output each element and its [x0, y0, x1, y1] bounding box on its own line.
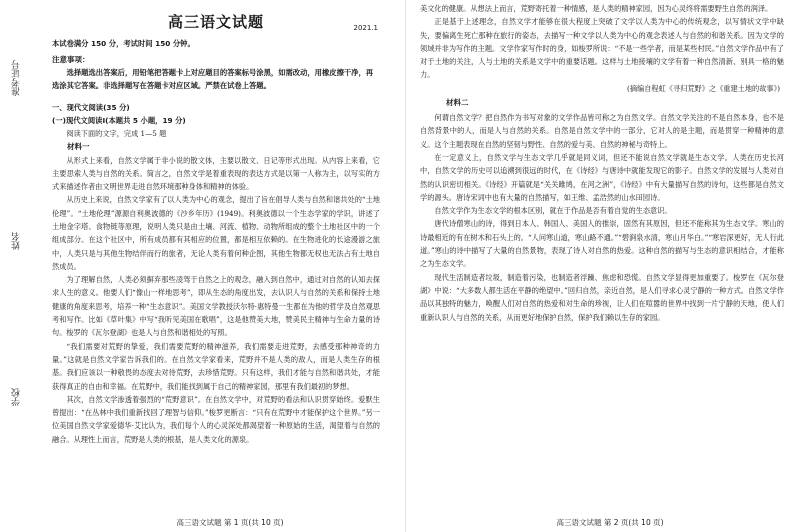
notice-heading: 注意事项：: [52, 54, 90, 64]
material-two-heading: 材料二: [446, 98, 469, 108]
material-one-heading: 材料一: [67, 141, 90, 151]
score-line: 本试卷满分 150 分，考试时间 150 分钟。: [52, 39, 195, 48]
page-1-footer: 高三语文试题 第 1 页(共 10 页): [176, 518, 284, 527]
page-2-footer: 高三语文试题 第 2 页(共 10 页): [556, 518, 664, 527]
subsection-heading: (一)现代文阅读Ⅰ(本题共 5 小题，19 分): [52, 115, 186, 125]
school-label: 学校: [12, 388, 22, 406]
page-1: [52, 0, 380, 532]
paragraph: 现代生活制造者垃圾，制造着污染，也制造者浮躁、焦虑和恐慌。自然文学显得更加重要了。梭罗在《瓦尔登湖》中说：“大多数人都生活在平静的绝望中。”回归自然，亲近自然，是人们寻求心灵宁静的一种方式。自然文学作品以其独特的魅力，唤醒人们对自然的热爱和对生命的珍视，让人们在喧嚣的世界中找到一片宁静的天地，使人们重新认识人与自然的关系，从而更好地保护自然，保护我们赖以生存的家园。: [420, 272, 784, 322]
paragraph: 自然文学作为生态文学的根本区别，就在于作品是否有着自觉的生态意识。: [434, 206, 672, 216]
paragraph: 在一定意义上，自然文学与生态文学几乎就是同义词，但还不能说自然文学就是生态文学。人类在历史长河中，自然文学的历史可以追溯到很远的时代，在《诗经》与唐诗中就能发现它的影子。自然文学的发展与人类对自然的认识密切相关。《诗经》开篇就是“关关雎鸠，在河之洲”，《诗经》中有大量描写自然的诗句，这些都是自然文学的源头。唐诗宋词中也有大量的自然描写，如王维、孟浩然的山水田园诗。: [420, 152, 784, 202]
paragraph: 正是基于上述理念，自然文学才能够在很大程度上突破了文学以人类为中心的传统观念，以写情状文学中缺失，要偏离生死亡那种在旅行的姿态，去描写一种文学以人类为中心的观念表述人与自然的和谐关系。因为文学的领域并非为写作的主题。文学作家写作时的身，如梭罗所说：“不是一些学者，而是某些村民。”自然文学作品中有了对于土地的关注，人与土地的关系是文学中的重要话题。这样与土地接壤的文学有着一种自然清新、别具一格的魅力。: [420, 17, 784, 80]
paragraph: 从历史上来说，自然文学家有了以人类为中心的观念，提出了旨在倡导人类与自然和谐共处的“土地伦理”。“土地伦理”源源自利奥波德的《沙乡年历》(1949)。利奥波德以一个生态学家的学识，讲述了土地金字塔、食物链等原理，说明人类只是由土壤、河流、植物、动物所组成的整个土地社区中的一个组成部分。在这个社区中，所有成员都有其相应的位置，都是相互依赖的。在生物进化的长途漫游之旅中，人类只是与其他生物结伴而行的旅者，无论人类有着何种企图，其他生物都无权也无法占有土地自然成员。: [52, 195, 380, 271]
page-2: [420, 0, 784, 532]
page-title: 高三语文试题: [167, 13, 264, 31]
paragraph: 其次，自然文学渗透着强烈的“荒野意识”。在自然文学中，对荒野的看法和认识贯穿始终。爱默生曾提出：“在丛林中我们重新找回了理智与信仰。”梭罗更断言：“只有在荒野中才能保护这个世界。”另一位美国自然文学家爱德华·艾比认为，我们每个人的心灵深处都渴望着一种原始的生活，渴望着与自然的融合。从理性上而言，荒野是人类的根基，是人类文化的源泉。: [52, 394, 380, 444]
paragraph: 何谓自然文学？把自然作为书写对象的文学作品皆可称之为自然文学。自然文学关注的不是自然本身，也不是自然背景中的人，而是人与自然的关系。自然是自然文学中的一部分，它对人的是主题，而是贯穿一种精神的意义。这个主题表现在自然的坚韧与野性、自然的爱与美、自然的神秘与奇特上。: [420, 113, 784, 149]
paragraph: “我们需要对荒野的挚爱，我们需要荒野的精神滋养，我们需要走进荒野，去感受那种神奇的力量。”这就是自然文学家告诉我们的。在自然文学家看来，荒野并不是人类的敌人，而是人类生存的根基。我们应该以一种敬畏的态度去对待荒野，去珍惜荒野。只有这样，我们才能与自然和谐共处，才能获得真正的自由和幸福。在荒野中，我们能找到属于自己的精神家园，那里有我们最初的梦想。: [52, 341, 380, 391]
paragraph: 从形式上来看，自然文学属于非小说的散文体，主要以散文、日记等形式出现。从内容上来看，它主要思索人类与自然的关系。简言之，自然文学是着重表现的表达方式是以第一人称为主，以写实的方式来描述作者由文明世界走进自然环境那种身体和精神的体验。: [52, 155, 380, 192]
instruction-text: 阅读下面的文字，完成 1—5 题: [66, 128, 167, 138]
section-heading: 一、现代文阅读(35 分): [52, 102, 130, 112]
exam-number-label: 准考证号: [12, 60, 22, 96]
page-divider: [405, 0, 406, 532]
exam-date: 2021.1: [353, 24, 378, 32]
name-label: 姓名: [12, 232, 22, 250]
paragraph: 美文化的健康。从想法上而言，荒野寄托着一种情感，是人类的精神家园，因为心灵终将需要野生自然的润泽。: [420, 4, 773, 13]
paragraph: 为了理解自然，人类必须摒弃那些凌驾于自然之上的观念，融入到自然中，通过对自然的认知去探求人生的意义。他要人们“像山一样地思考”，即从生态的角度出发，去认识人与自然的关系和保持土地健康的角度来思考，培养一种“生态意识”。美国文学教授沃尔特·惠特曼一生都在为他的哲学及自然观思考和写作。比如《草叶集》中写“我听见美国在歌唱”，这是他赞美大地，赞美民主精神与生命力量的诗句。梭罗的《瓦尔登湖》也是人与自然和谐相处的写照。: [52, 275, 380, 338]
notice-text: 选择题选出答案后，用铅笔把答题卡上对应题目的答案标号涂黑，如需改动，用橡皮擦干净，再选涂其它答案。非选择题写在答题卡对应区域。严禁在试卷上答题。: [52, 67, 374, 90]
source-citation: (摘编自程虹《寻归荒野》之《重建土地的故事》): [627, 83, 780, 93]
paragraph: 唐代诗僧寒山的诗，得到日本人、韩国人、美国人的推崇，固然有其原因，但还不能称其为生态文学。寒山的诗最相近的有在树木和石头上的。“人问寒山道，寒山路不通。”“碧涧泉水清，寒山月华白。”“寒岩深更好，无人行此道。”寒山的诗中描写了大量的自然景物，表现了诗人对自然的热爱。这种自然的描写与生态的意识相结合，才能称之为生态文学。: [420, 219, 784, 269]
binding-margin: [0, 0, 44, 532]
title-row: [52, 10, 380, 38]
